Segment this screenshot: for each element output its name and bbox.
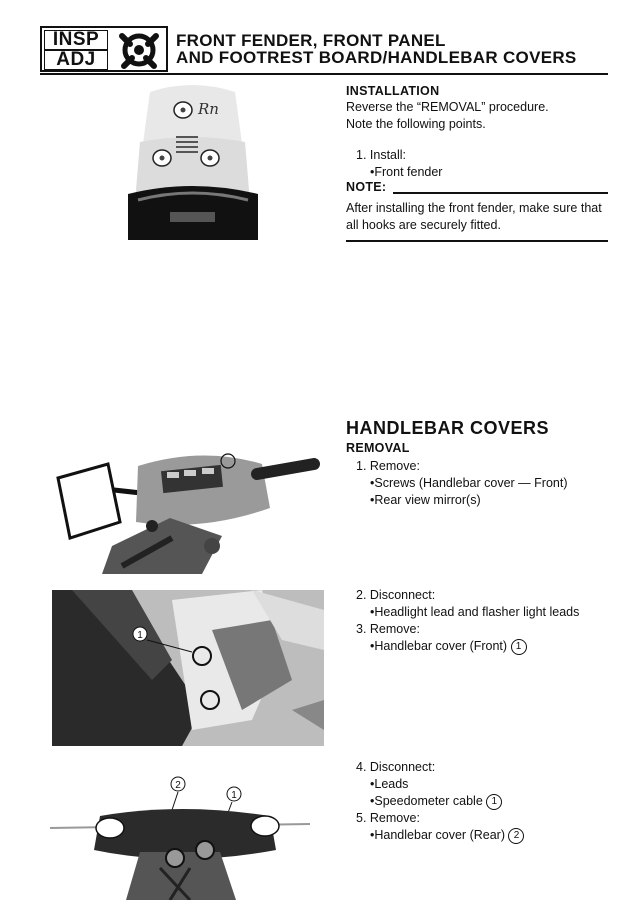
removal-step4-a: •Leads — [370, 777, 409, 791]
ref-circle-2: 2 — [508, 828, 524, 844]
ref-circle-1: 1 — [511, 639, 527, 655]
photo-rear-cover — [40, 772, 320, 900]
removal-step3-a: •Handlebar cover (Front) 1 — [370, 638, 527, 655]
removal-step5: 5. Remove: — [356, 811, 420, 825]
photo-front-fender — [110, 82, 275, 240]
removal-step1-b: •Rear view mirror(s) — [370, 493, 481, 507]
removal-step3: 3. Remove: — [356, 622, 420, 636]
removal-step2-a: •Headlight lead and flasher light leads — [370, 605, 580, 619]
removal-step1-a: •Screws (Handlebar cover — Front) — [370, 476, 568, 490]
callout-2: 2 — [175, 780, 181, 791]
note-rule-bottom — [346, 240, 608, 242]
removal-step2: 2. Disconnect: — [356, 588, 436, 602]
removal-step5-a: •Handlebar cover (Rear) 2 — [370, 827, 524, 844]
callout-1b: 1 — [231, 790, 237, 801]
note-rule-top — [393, 192, 608, 194]
removal-step4: 4. Disconnect: — [356, 760, 436, 774]
badge-insp: INSP — [44, 30, 108, 50]
installation-line1: Reverse the “REMOVAL” procedure. — [346, 100, 549, 114]
installation-line2: Note the following points. — [346, 117, 486, 131]
wrench-icon — [112, 30, 166, 70]
photo-handlebar-mirror — [52, 446, 322, 574]
svg-text:Rn: Rn — [198, 100, 219, 118]
note-line1: After installing the front fender, make sure that — [346, 201, 602, 215]
install-step1-item: •Front fender — [370, 165, 443, 179]
ref-circle-1b: 1 — [486, 794, 502, 810]
badge-adj: ADJ — [44, 50, 108, 70]
handlebar-heading: HANDLEBAR COVERS — [346, 418, 550, 438]
title-divider — [40, 73, 608, 75]
removal-step4-b: •Speedometer cable 1 — [370, 793, 502, 810]
installation-heading: INSTALLATION — [346, 84, 440, 98]
removal-step1: 1. Remove: — [356, 459, 420, 473]
page-title: FRONT FENDER, FRONT PANEL AND FOOTREST BOARD/HANDLEBAR COVERS — [176, 31, 577, 67]
photo-front-cover-removal — [52, 590, 324, 746]
callout-1: 1 — [137, 630, 143, 641]
note-line2: all hooks are securely fitted. — [346, 218, 501, 232]
note-label: NOTE: — [346, 180, 387, 194]
install-step1: 1. Install: — [356, 148, 407, 162]
section-badge — [40, 26, 168, 72]
removal-heading: REMOVAL — [346, 441, 410, 455]
